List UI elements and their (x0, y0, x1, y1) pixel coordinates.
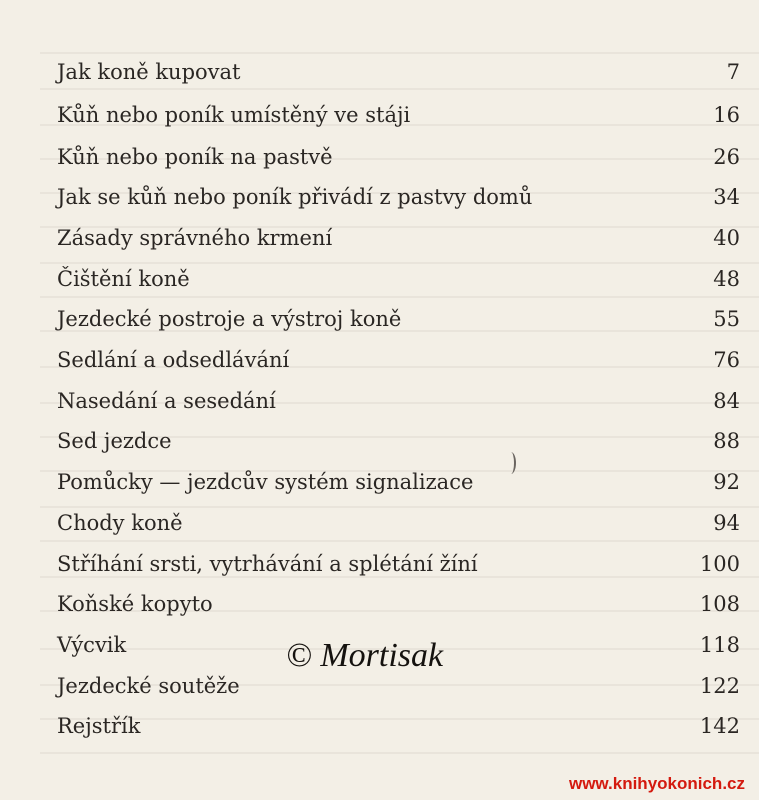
toc-entry-page: 88 (713, 429, 740, 453)
toc-entry-page: 26 (713, 145, 740, 169)
toc-entry (57, 429, 740, 463)
toc-entry-page: 118 (699, 633, 740, 657)
toc-entry-page: 84 (713, 389, 740, 413)
toc-entry-title: Výcvik (57, 633, 127, 657)
toc-entry (57, 552, 740, 586)
toc-entry-page: 48 (713, 267, 740, 291)
toc-entry-page: 122 (699, 674, 740, 698)
toc-entry (57, 714, 740, 748)
toc-entry-title: Jak se kůň nebo poník přivádí z pastvy domů (57, 185, 533, 209)
toc-entry-title: Chody koně (57, 511, 183, 535)
toc-entry (57, 103, 740, 137)
toc-entry-title: Jak koně kupovat (57, 60, 241, 84)
toc-entry-title: Sed jezdce (57, 429, 172, 453)
toc-entry-title: Čištění koně (57, 267, 190, 291)
toc-entry-page: 100 (699, 552, 740, 576)
website-url: www.knihyokonich.cz (568, 774, 745, 793)
toc-entry (57, 60, 740, 94)
toc-entry (57, 674, 740, 708)
toc-entry (57, 470, 740, 504)
toc-entry-title: Nasedání a sesedání (57, 389, 276, 413)
toc-entry-title: Jezdecké postroje a výstroj koně (57, 307, 402, 331)
toc-entry-page: 7 (726, 60, 740, 84)
toc-entry (57, 267, 740, 301)
toc-entry-title: Jezdecké soutěže (57, 674, 240, 698)
toc-entry-page: 94 (713, 511, 740, 535)
toc-entry (57, 185, 740, 219)
toc-entry-page: 108 (699, 592, 740, 616)
toc-entry (57, 145, 740, 179)
toc-entry-title: Pomůcky — jezdcův systém signalizace (57, 470, 474, 494)
toc-entry (57, 226, 740, 260)
toc-entry (57, 389, 740, 423)
toc-entry-title: Koňské kopyto (57, 592, 213, 616)
toc-entry (57, 307, 740, 341)
toc-entry-page: 40 (713, 226, 740, 250)
toc-entry-title: Kůň nebo poník umístěný ve stáji (57, 103, 411, 127)
toc-entry-page: 76 (713, 348, 740, 372)
pencil-mark (506, 452, 516, 474)
toc-entry-page: 55 (713, 307, 740, 331)
copyright-watermark: © Mortisak (286, 637, 444, 674)
toc-entry-page: 16 (713, 103, 740, 127)
toc-entry-page: 34 (713, 185, 740, 209)
toc-entry (57, 348, 740, 382)
toc-entry-page: 142 (699, 714, 740, 738)
toc-entry-title: Kůň nebo poník na pastvě (57, 145, 333, 169)
toc-entry (57, 511, 740, 545)
toc-entry-page: 92 (713, 470, 740, 494)
toc-entry-title: Stříhání srsti, vytrhávání a splétání žíní (57, 552, 478, 576)
toc-entry (57, 592, 740, 626)
toc-entry-title: Rejstřík (57, 714, 141, 738)
toc-entry-title: Zásady správného krmení (57, 226, 333, 250)
toc-entry-title: Sedlání a odsedlávání (57, 348, 290, 372)
